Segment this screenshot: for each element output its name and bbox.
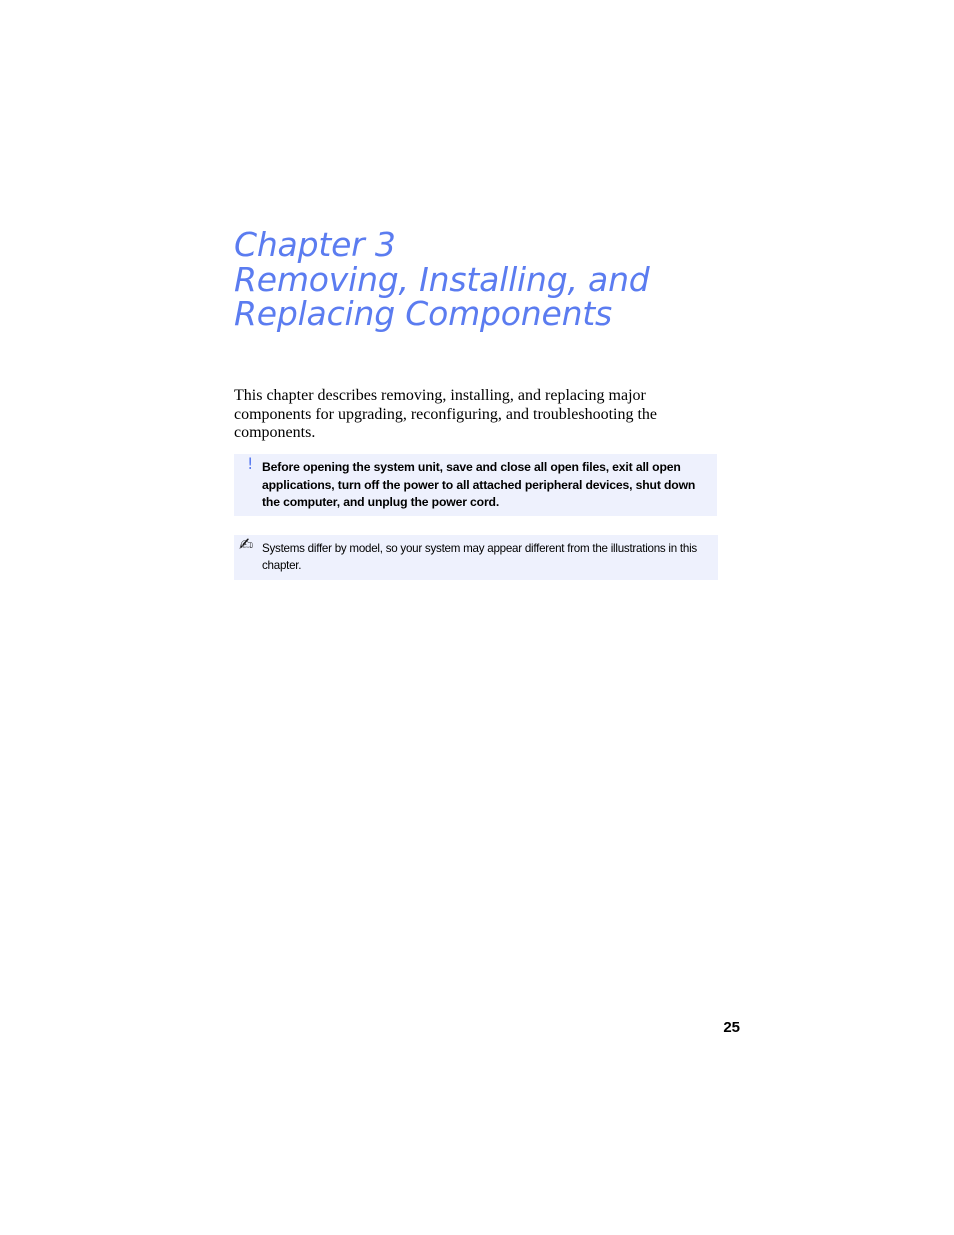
writing-hand-icon: ✍	[239, 535, 254, 555]
chapter-title	[234, 225, 754, 333]
chapter-number: Chapter 3	[234, 225, 396, 264]
warning-callout	[234, 454, 717, 516]
note-text: Systems differ by model, so your system may appear different from the illustrations in this chapter.	[262, 542, 697, 572]
page-number: 25	[723, 1019, 740, 1036]
warning-text: Before opening the system unit, save and close all open files, exit all open applications, turn off the power to all attached peripheral devices, shut down the computer, and unplug the power cord.	[262, 460, 696, 510]
intro-paragraph: This chapter describes removing, installing, and replacing major components for upgrading, reconfiguring, and troubleshooting the components.	[234, 387, 658, 442]
chapter-title-line-1: Removing, Installing, and	[234, 259, 650, 299]
chapter-title-line-2: Replacing Components	[234, 294, 613, 333]
note-callout	[234, 535, 718, 580]
exclamation-icon: !	[247, 454, 254, 473]
